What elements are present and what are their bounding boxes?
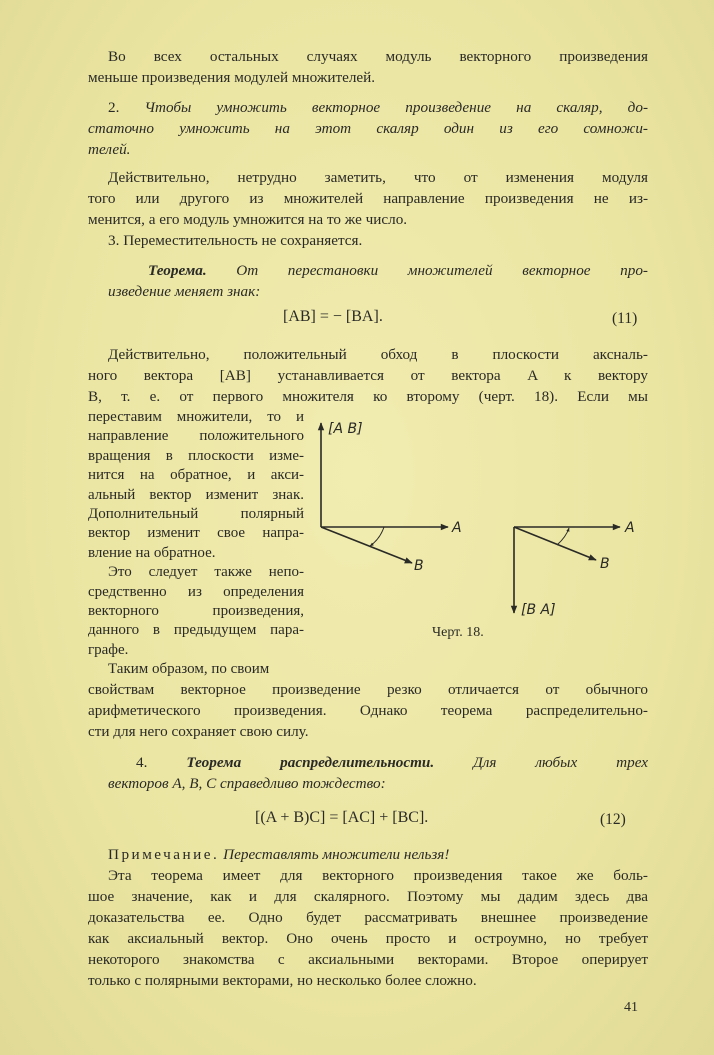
figure-18 — [300, 405, 680, 635]
formula-12: [(A + B)C] = [AC] + [BC]. — [255, 809, 429, 826]
wrap-line-12: данного в предыдущем пара- — [88, 622, 304, 638]
para5-line-3: доказательства ее. Одно будет рассматривать внешнее произведение — [88, 909, 648, 926]
para3-line-2: ного вектора [AB] устанавливается от вектора A к вектору — [88, 367, 648, 384]
wrap-line-2: направление положительного — [88, 428, 304, 444]
wrap-line-5: альный вектор изменит знак. — [88, 487, 304, 503]
wrap-line-8: вление на обратное. — [88, 545, 216, 561]
formula-11: [AB] = − [BA]. — [283, 308, 383, 325]
wrap-line-9: Это следует также непо- — [108, 564, 304, 580]
eq-number-12: (12) — [600, 811, 626, 828]
theorem2-text-1: Для любых трех — [473, 754, 649, 771]
para4-line-2: арифметического произведения. Однако теорема распределительно- — [88, 702, 648, 719]
label-b-left: B — [414, 558, 424, 574]
prop2-line-2: статочно умножить на этот скаляр один из его сомножи- — [88, 120, 648, 137]
para5-line-6: только с полярными векторами, но несколько более сложно. — [88, 972, 477, 989]
right-diagram — [514, 520, 635, 618]
theorem2-number: 4. — [136, 754, 148, 771]
wrap-line-7: вектор изменит свое напра- — [88, 525, 304, 541]
label-a-left: A — [452, 520, 462, 536]
figure-caption: Черт. 18. — [432, 625, 484, 640]
para4-line-1: свойствам векторное произведение резко отличается от обычного — [88, 681, 648, 698]
label-b-right: B — [600, 556, 610, 572]
para1-line-1: Во всех остальных случаях модуль векторного произведения — [108, 48, 648, 65]
wrap-line-10: средственно из определения — [88, 584, 304, 600]
theorem2-line-2: векторов A, B, C справедливо тождество: — [108, 775, 386, 792]
wrap-line-14: Таким образом, по своим — [108, 661, 270, 677]
prop2-line-3: телей. — [88, 141, 131, 158]
para2-line-2: того или другого из множителей направление произведения не из- — [88, 190, 648, 207]
rotation-arc-right — [557, 528, 569, 545]
wrap-line-13: графе. — [88, 642, 129, 658]
prop2-text-1: Чтобы умножить векторное произведение на скаляр, до- — [144, 99, 648, 116]
label-ab: [A B] — [328, 421, 363, 437]
theorem2-line-1 — [136, 752, 648, 773]
wrap-line-6: Дополнительный полярный — [88, 506, 304, 522]
wrap-line-3: вращения в плоскости изме- — [88, 448, 304, 464]
page-number: 41 — [624, 1000, 638, 1015]
theorem1-title: Теорема. — [148, 262, 207, 279]
vector-b-arrow-left — [321, 527, 412, 563]
note-label: Примечание. — [108, 846, 220, 863]
para3-line-3: B, т. е. от первого множителя ко второму (черт. 18). Если мы — [88, 388, 648, 405]
vector-b-arrow-right — [514, 527, 596, 560]
para5-line-5: некоторого знакомства с аксиальными векторами. Второе оперирует — [88, 951, 648, 968]
para1-line-2: меньше произведения модулей множителей. — [88, 69, 376, 86]
theorem1-line-2: изведение меняет знак: — [108, 283, 261, 300]
para5-line-1: Эта теорема имеет для векторного произведения такое же боль- — [108, 867, 648, 884]
note-text: Переставлять множители нельзя! — [223, 846, 450, 863]
note-line — [108, 844, 648, 865]
rotation-arc-left — [370, 527, 384, 546]
theorem2-title: Теорема распределительности. — [186, 754, 435, 771]
prop2-line-1 — [108, 97, 648, 118]
left-diagram — [321, 421, 462, 574]
para5-line-4: как аксиальный вектор. Оно очень просто и остроумно, но требует — [88, 930, 648, 947]
para4-line-3: сти для него сохраняет свою силу. — [88, 723, 309, 740]
para3-line-1: Действительно, положительный обход в плоскости аксналь- — [108, 346, 648, 363]
wrap-line-1: переставим множители, то и — [88, 409, 304, 425]
eq-number-11: (11) — [612, 310, 638, 327]
prop3-text: 3. Переместительность не сохраняется. — [108, 232, 363, 249]
label-a-right: A — [625, 520, 635, 536]
label-ba: [B A] — [521, 602, 556, 618]
para5-line-2: шое значение, как и для скалярного. Поэтому мы дадим здесь два — [88, 888, 648, 905]
prop2-number: 2. — [108, 99, 120, 116]
theorem1-text-1: От перестановки множителей векторное про- — [236, 262, 648, 279]
para2-line-3: менится, а его модуль умножится на то же число. — [88, 211, 408, 228]
wrap-line-4: нится на обратное, и акси- — [88, 467, 304, 483]
wrap-line-11: векторного произведения, — [88, 603, 304, 619]
para2-line-1: Действительно, нетрудно заметить, что от изменения модуля — [108, 169, 648, 186]
theorem1-line-1 — [148, 260, 648, 281]
